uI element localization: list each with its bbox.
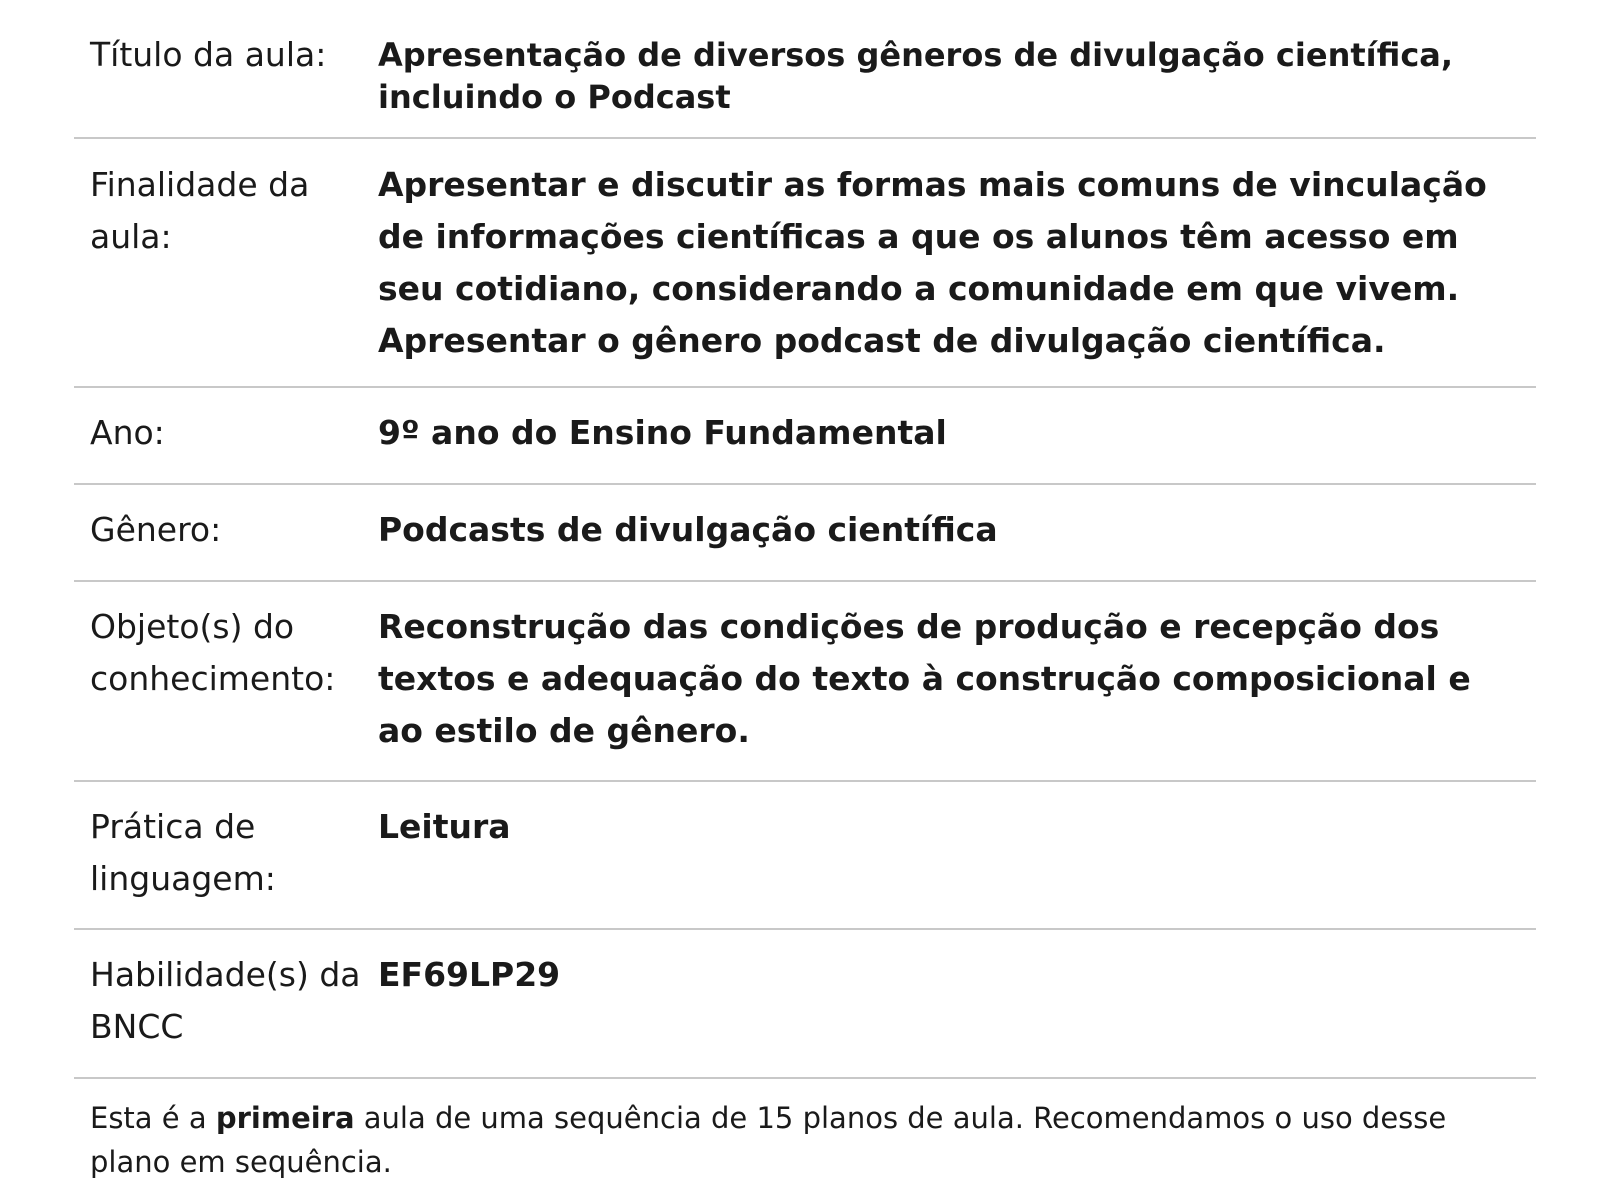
- sequence-note-emphasis: primeira: [215, 1101, 355, 1135]
- school-year-label: Ano:: [90, 413, 165, 452]
- sequence-note-end: aula de uma sequência de 15 planos de aula. Recomendamos o uso desse plano em sequência.: [90, 1101, 1447, 1179]
- bncc-skill-value: EF69LP29: [378, 955, 561, 994]
- knowledge-object-value: Reconstrução das condições de produção e recepção dos textos e adequação do texto à construção composicional e ao estilo de gênero.: [378, 607, 1471, 750]
- genre-label: Gênero:: [90, 510, 222, 549]
- bncc-skill-label: Habilidade(s) da BNCC: [90, 955, 361, 1046]
- row-lesson-title: [74, 22, 1536, 139]
- row-knowledge-object: [74, 582, 1536, 782]
- row-bncc-skill: [74, 930, 1536, 1079]
- school-year-value: 9º ano do Ensino Fundamental: [378, 413, 947, 452]
- language-practice-value: Leitura: [378, 807, 511, 846]
- lesson-purpose-value: Apresentar e discutir as formas mais comuns de vinculação de informações científicas a que os alunos têm acesso em seu cotidiano, considerando a comunidade em que vivem. Apresentar o gênero podcast de divulgação científica.: [378, 165, 1487, 360]
- row-genre: [74, 485, 1536, 582]
- lesson-plan-table: [74, 22, 1536, 1079]
- lesson-title-value: Apresentação de diversos gêneros de divulgação científica, incluindo o Podcast: [378, 36, 1454, 116]
- sequence-note: [90, 1096, 1510, 1184]
- lesson-purpose-label: Finalidade da aula:: [90, 165, 310, 256]
- knowledge-object-label: Objeto(s) do conhecimento:: [90, 607, 336, 698]
- language-practice-label: Prática de linguagem:: [90, 807, 276, 898]
- genre-value: Podcasts de divulgação científica: [378, 510, 998, 549]
- lesson-title-label: Título da aula:: [90, 35, 327, 74]
- sequence-note-start: Esta é a: [90, 1101, 216, 1135]
- row-language-practice: [74, 782, 1536, 930]
- row-school-year: [74, 388, 1536, 485]
- row-lesson-purpose: [74, 139, 1536, 388]
